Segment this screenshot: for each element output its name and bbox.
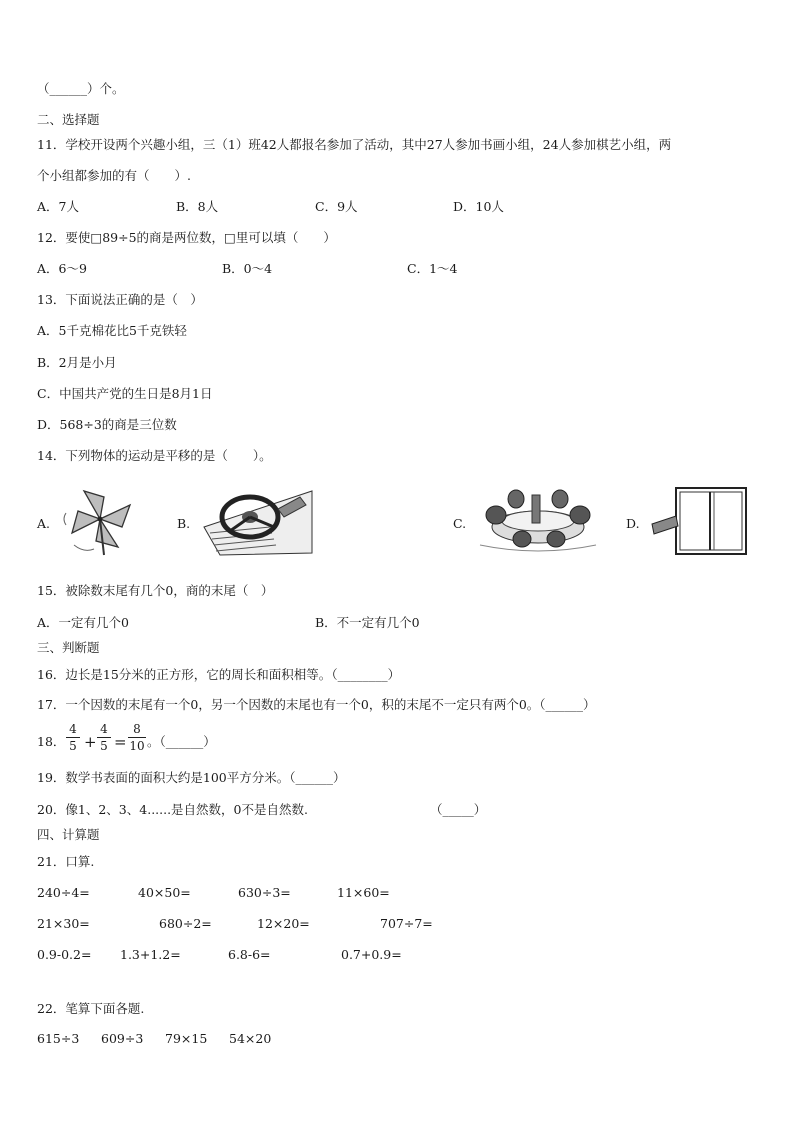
- q21-item: 6.8-6=: [228, 947, 271, 962]
- q13-option-a[interactable]: A．5千克棉花比5千克铁轻: [37, 323, 187, 338]
- sliding-window-icon: [650, 486, 750, 556]
- q13-option-c[interactable]: C．中国共产党的生日是8月1日: [37, 386, 213, 401]
- q11-stem-line1: 11．学校开设两个兴趣小组，三（1）班42人都报名参加了活动，其中27人参加书画小组，24人参加棋艺小组，两: [37, 137, 672, 152]
- q18-fraction-1-numerator: 4: [69, 722, 77, 736]
- q11-option-d[interactable]: D．10人: [453, 199, 504, 214]
- q21-item: 240÷4=: [37, 885, 90, 900]
- q11-option-c[interactable]: C．9人: [315, 199, 358, 214]
- q12-option-c[interactable]: C．1～4: [407, 261, 458, 276]
- q22-item: 615÷3: [37, 1031, 80, 1046]
- pinwheel-icon: [60, 483, 140, 557]
- q14-option-c-label[interactable]: C.: [453, 516, 467, 531]
- q19-statement[interactable]: 19．数学书表面的面积大约是100平方分米。（______）: [37, 770, 346, 785]
- q15-stem: 15．被除数末尾有几个0，商的末尾（ ）: [37, 583, 274, 598]
- q21-item: 1.3+1.2=: [120, 947, 181, 962]
- q17-statement[interactable]: 17．一个因数的末尾有一个0，另一个因数的末尾也有一个0，积的末尾不一定只有两个0。（______）: [37, 697, 596, 712]
- q18-answer-blank[interactable]: 。（______）: [147, 734, 216, 749]
- q22-item: 54×20: [229, 1031, 272, 1046]
- q21-stem: 21．口算.: [37, 854, 95, 869]
- q13-option-d[interactable]: D．568÷3的商是三位数: [37, 417, 177, 432]
- q21-item: 707÷7=: [380, 916, 433, 931]
- q12-stem: 12．要使□89÷5的商是两位数，□里可以填（ ）: [37, 230, 336, 245]
- q12-option-b[interactable]: B．0～4: [222, 261, 273, 276]
- q18-fraction-3: [128, 722, 146, 753]
- q13-stem: 13．下面说法正确的是（ ）: [37, 292, 203, 307]
- q15-option-a[interactable]: A．一定有几个0: [37, 615, 129, 630]
- q22-stem: 22．笔算下面各题.: [37, 1001, 145, 1016]
- q18-fraction-3-numerator: 8: [133, 722, 141, 736]
- q21-item: 40×50=: [138, 885, 191, 900]
- section-calc-heading: 四、计算题: [37, 827, 100, 842]
- q18-plus-sign: +: [84, 733, 97, 751]
- q21-item: 11×60=: [337, 885, 390, 900]
- q11-option-b[interactable]: B．8人: [176, 199, 219, 214]
- q18-number: 18．: [37, 734, 66, 749]
- q21-item: 21×30=: [37, 916, 90, 931]
- q15-option-b[interactable]: B．不一定有几个0: [315, 615, 420, 630]
- q14-stem: 14．下列物体的运动是平移的是（ ）。: [37, 448, 272, 463]
- q21-item: 0.7+0.9=: [341, 947, 402, 962]
- q18-fraction-3-denominator: 10: [129, 739, 145, 753]
- section-judge-heading: 三、判断题: [37, 640, 100, 655]
- q18-equals-sign: =: [114, 733, 127, 751]
- q21-item: 12×20=: [257, 916, 310, 931]
- q22-item: 609÷3: [101, 1031, 144, 1046]
- q20-statement: 20．像1、2、3、4......是自然数，0不是自然数.: [37, 802, 308, 817]
- q13-option-b[interactable]: B．2月是小月: [37, 355, 117, 370]
- q22-item: 79×15: [165, 1031, 208, 1046]
- q11-stem-line2: 个小组都参加的有（ ）.: [37, 168, 191, 183]
- section-choice-heading: 二、选择题: [37, 112, 100, 127]
- q18-fraction-1-denominator: 5: [69, 739, 77, 753]
- previous-question-tail: （______）个。: [37, 81, 125, 96]
- q20-answer-blank[interactable]: （_____）: [430, 802, 487, 817]
- q18-fraction-1: [66, 722, 80, 753]
- q18-fraction-2-denominator: 5: [100, 739, 108, 753]
- q21-item: 0.9-0.2=: [37, 947, 92, 962]
- q14-option-d-label[interactable]: D.: [626, 516, 640, 531]
- q14-option-a-label[interactable]: A.: [37, 516, 51, 531]
- q14-option-b-label[interactable]: B.: [177, 516, 191, 531]
- steering-wheel-icon: [200, 487, 316, 559]
- q12-option-a[interactable]: A．6～9: [37, 261, 87, 276]
- q16-statement[interactable]: 16．边长是15分米的正方形，它的周长和面积相等。（________）: [37, 667, 401, 682]
- q21-item: 630÷3=: [238, 885, 291, 900]
- q21-item: 680÷2=: [159, 916, 212, 931]
- q18-fraction-2: [97, 722, 111, 753]
- rotating-ride-icon: [476, 487, 600, 553]
- q11-option-a[interactable]: A．7人: [37, 199, 79, 214]
- q18-fraction-2-numerator: 4: [100, 722, 108, 736]
